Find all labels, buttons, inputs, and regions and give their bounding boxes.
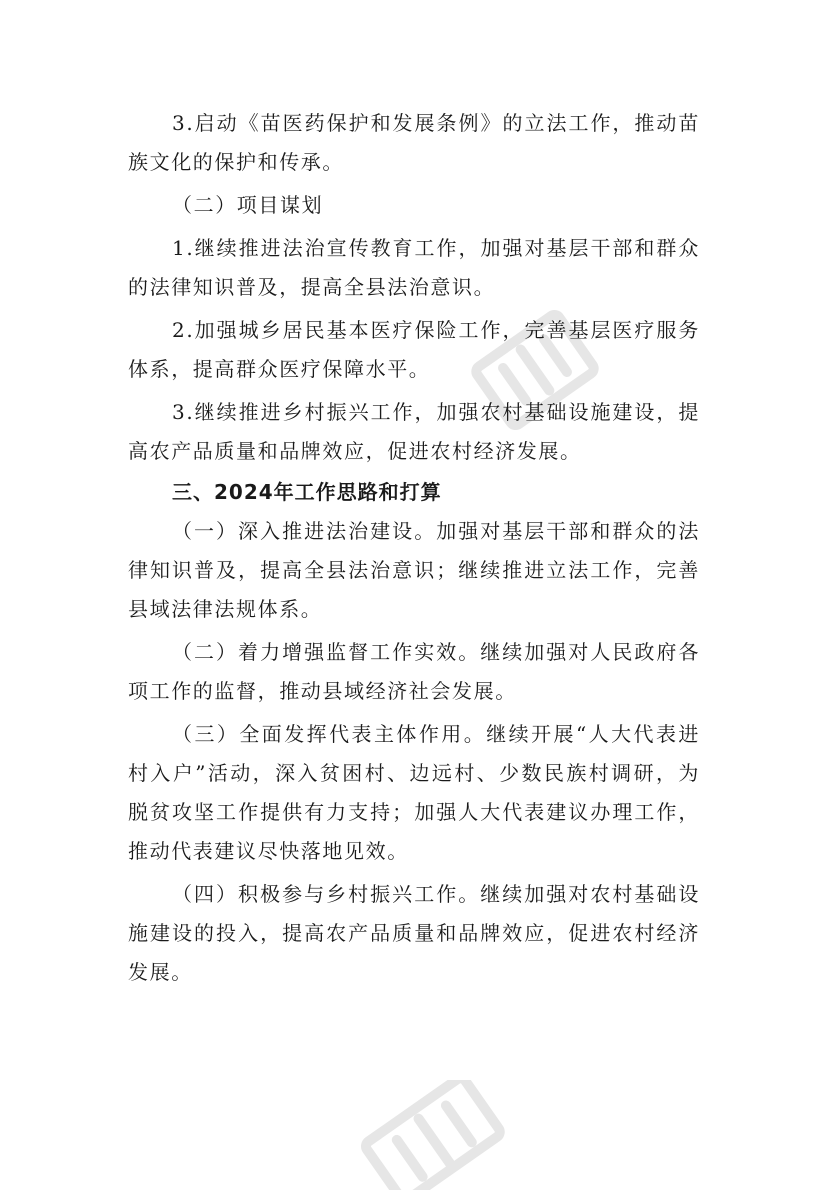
paragraph-item-3-rural-revitalization: 3.继续推进乡村振兴工作，加强农村基础设施建设，提高农产品质量和品牌效应，促进农村经济发展。 [128,400,700,463]
subheading-project-planning: （二）项目谋划 [172,193,324,217]
section-heading-2024-plan: 三、2024年工作思路和打算 [172,480,442,504]
section-2-supervision: （二）着力增强监督工作实效。继续加强对人民政府各项工作的监督，推动县域经济社会发展。 [128,640,700,703]
watermark-logo-bottom [330,1080,530,1190]
paragraph-item-3-legislation: 3.启动《苗医药保护和发展条例》的立法工作，推动苗族文化的保护和传承。 [128,111,700,174]
document-body [128,104,700,992]
paragraph-item-1-legal-education: 1.继续推进法治宣传教育工作，加强对基层干部和群众的法律知识普及，提高全县法治意识。 [128,236,700,299]
section-3-representatives: （三）全面发挥代表主体作用。继续开展“人大代表进村入户”活动，深入贫困村、边远村、少数民族村调研，为脱贫攻坚工作提供有力支持；加强人大代表建议办理工作，推动代表建议尽快落地见效。 [128,722,700,863]
paragraph-item-2-medical-insurance: 2.加强城乡居民基本医疗保险工作，完善基层医疗服务体系，提高群众医疗保障水平。 [128,318,700,381]
section-4-rural-revitalization: （四）积极参与乡村振兴工作。继续加强对农村基础设施建设的投入，提高农产品质量和品牌效应，促进农村经济发展。 [128,882,700,984]
section-1-rule-of-law: （一）深入推进法治建设。加强对基层干部和群众的法律知识普及，提高全县法治意识；继续推进立法工作，完善县域法律法规体系。 [128,519,700,621]
